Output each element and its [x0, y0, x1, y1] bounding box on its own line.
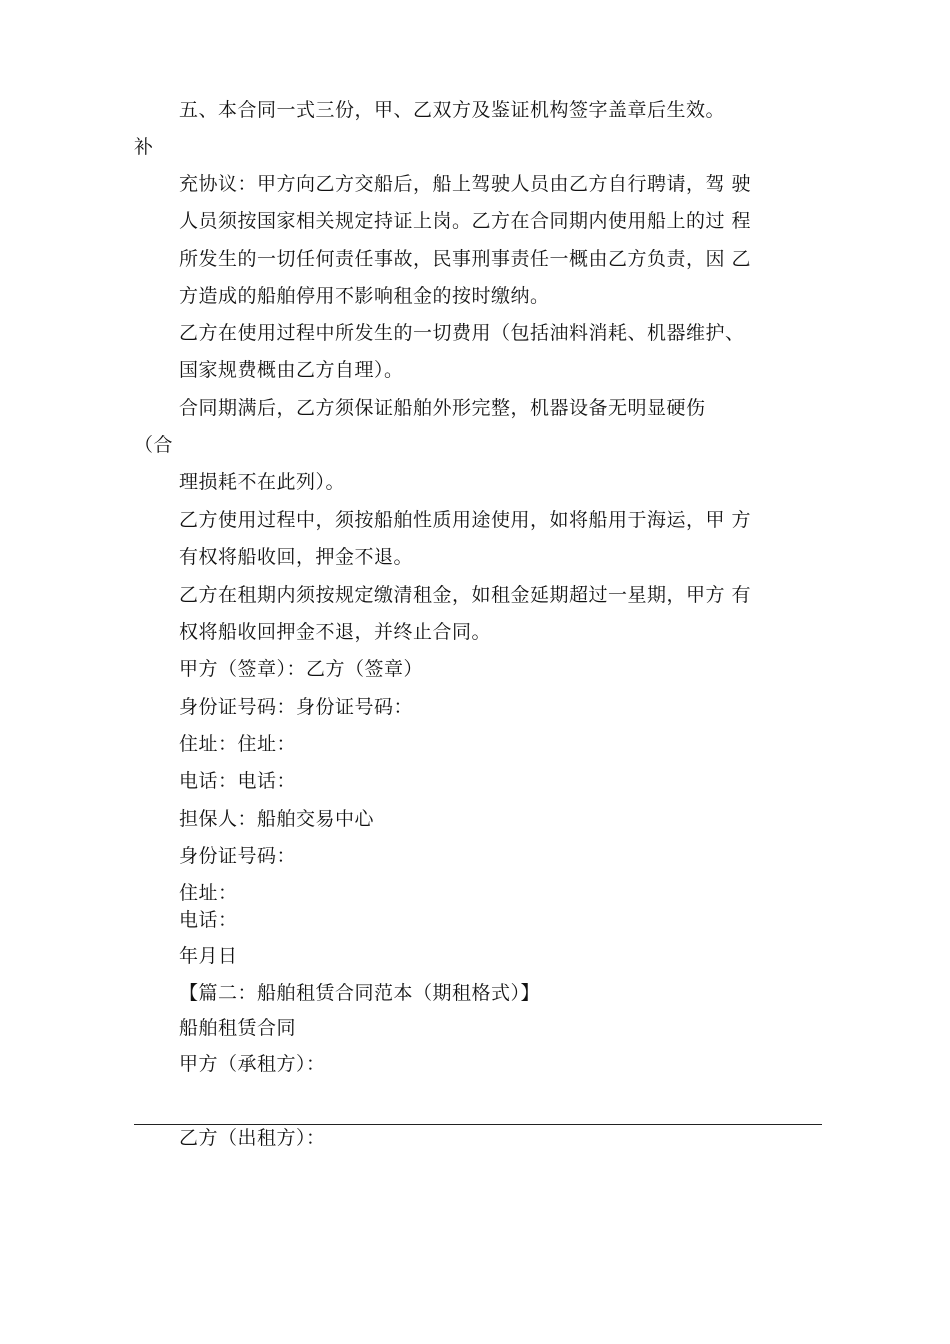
supplement-heading-1: 补 — [134, 136, 154, 158]
usage-line-1: 乙方使用过程中，须按船舶性质用途使用，如将船用于海运，甲 方 — [179, 509, 752, 531]
clause-five: 五、本合同一式三份，甲、乙双方及鉴证机构签字盖章后生效。 — [179, 99, 726, 121]
contract-title: 船舶租赁合同 — [179, 1017, 297, 1039]
supplement-line-2: 人员须按国家相关规定持证上岗。乙方在合同期内使用船上的过 程 — [179, 210, 752, 232]
date-line: 年月日 — [179, 945, 238, 967]
expiry-line-3: 理损耗不在此列）。 — [179, 471, 346, 493]
usage-line-2: 有权将船收回，押金不退。 — [179, 546, 414, 568]
rent-line-1: 乙方在租期内须按规定缴清租金，如租金延期超过一星期，甲方 有 — [179, 584, 752, 606]
signature-line: 甲方（签章）：乙方（签章） — [179, 658, 424, 680]
guarantor-phone-line: 电话： — [179, 909, 238, 931]
expenses-line-2: 国家规费概由乙方自理）。 — [179, 359, 404, 381]
supplement-line-1: 充协议：甲方向乙方交船后，船上驾驶人员由乙方自行聘请，驾 驶 — [179, 173, 752, 195]
supplement-line-4: 方造成的船舶停用不影响租金的按时缴纳。 — [179, 285, 550, 307]
phone-line: 电话：电话： — [179, 770, 297, 792]
divider-rule — [134, 1124, 822, 1125]
expiry-line-1: 合同期满后，乙方须保证船舶外形完整，机器设备无明显硬伤 — [179, 397, 706, 419]
guarantor-id-line: 身份证号码： — [179, 845, 297, 867]
expiry-line-2: （合 — [134, 434, 174, 456]
expenses-line-1: 乙方在使用过程中所发生的一切费用（包括油料消耗、机器维护、 — [179, 322, 745, 344]
rent-line-2: 权将船收回押金不退，并终止合同。 — [179, 621, 492, 643]
section-two-heading: 【篇二：船舶租赁合同范本（期租格式）】 — [179, 982, 541, 1004]
guarantor-address-line: 住址： — [179, 882, 238, 904]
supplement-line-3: 所发生的一切任何责任事故，民事刑事责任一概由乙方负责，因 乙 — [179, 248, 752, 270]
party-b-lessor: 乙方（出租方）： — [179, 1127, 326, 1149]
id-number-line: 身份证号码：身份证号码： — [179, 696, 414, 718]
guarantor-line: 担保人：船舶交易中心 — [179, 808, 375, 830]
address-line: 住址：住址： — [179, 733, 297, 755]
party-a-lessee: 甲方（承租方）： — [179, 1053, 326, 1075]
